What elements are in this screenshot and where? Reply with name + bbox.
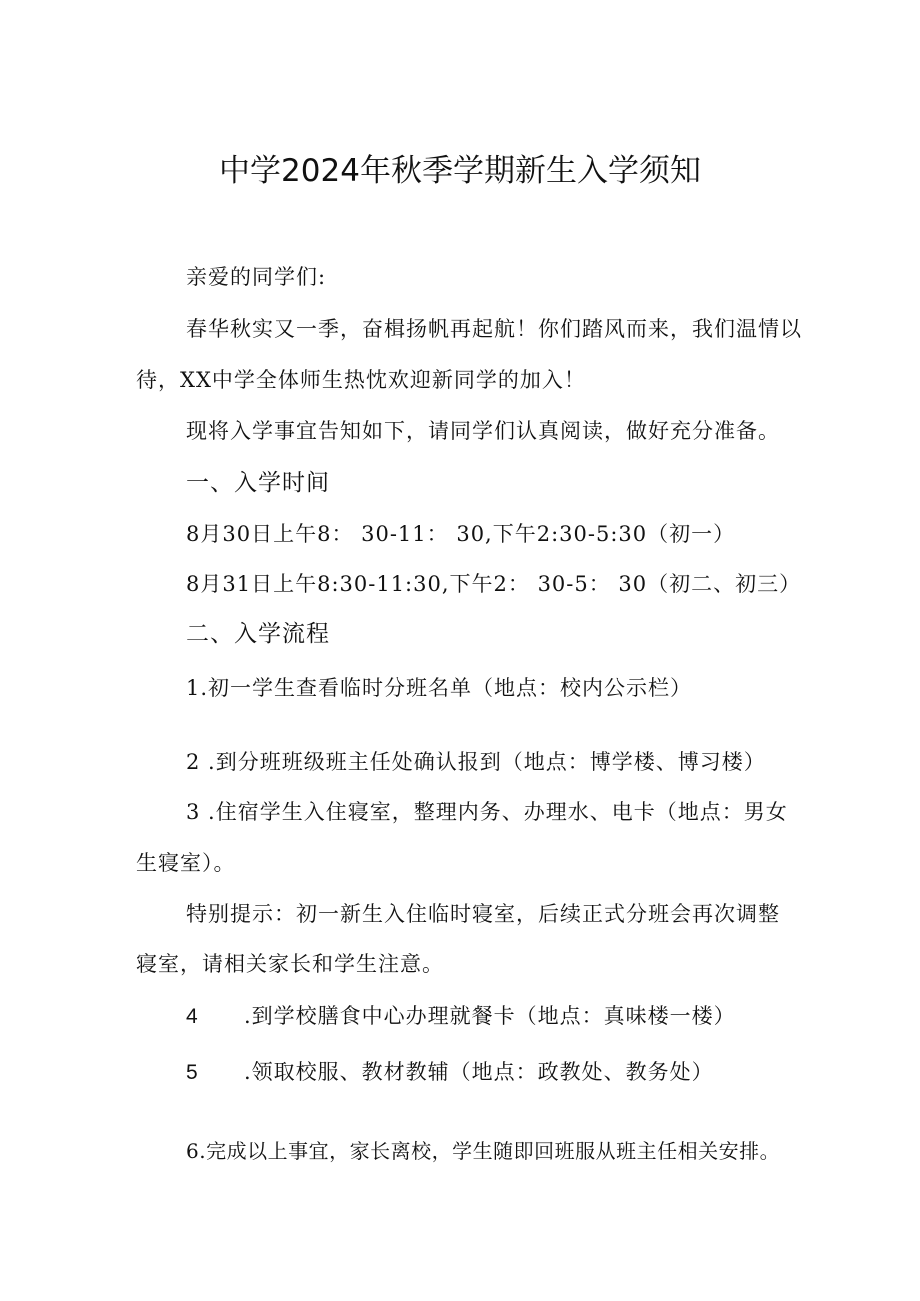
enrollment-time-item: 8月31日上午8:30-11:30,下午2： 30-5： 30（初二、初三） — [186, 572, 802, 596]
process-step-3-line-1: 3 .住宿学生入住寝室，整理内务、办理水、电卡（地点：男女 — [186, 800, 788, 824]
process-step-5-number: 5 — [186, 1061, 199, 1084]
intro-line-3: 现将入学事宜告知如下，请同学们认真阅读，做好充分准备。 — [186, 419, 780, 443]
enrollment-time-item: 8月30日上午8： 30-11： 30,下午2:30-5:30（初一） — [186, 522, 736, 546]
process-step-6: 6.完成以上事宜，家长离校，学生随即回班服从班主任相关安排。 — [186, 1139, 781, 1163]
process-step-4-number: 4 — [186, 1005, 199, 1028]
section-heading-enrollment-time: 一、入学时间 — [186, 470, 330, 496]
special-tip-line-1: 特别提示：初一新生入住临时寝室，后续正式分班会再次调整 — [186, 902, 780, 926]
process-step-5-text: .领取校服、教材教辅（地点：政教处、教务处） — [244, 1060, 714, 1084]
intro-line-1: 春华秋实又一季，奋楫扬帆再起航！你们踏风而来，我们温情以 — [186, 317, 802, 341]
process-step-4-text: .到学校膳食中心办理就餐卡（地点：真味楼一楼） — [244, 1004, 736, 1028]
greeting: 亲爱的同学们: — [186, 265, 327, 289]
intro-line-2: 待，XX中学全体师生热忱欢迎新同学的加入！ — [136, 368, 586, 392]
process-step-3-line-2: 生寝室）。 — [136, 851, 236, 875]
section-heading-enrollment-process: 二、入学流程 — [186, 621, 330, 647]
process-step-2: 2 .到分班班级班主任处确认报到（地点：博学楼、博习楼） — [186, 750, 766, 774]
process-step-1: 1.初一学生查看临时分班名单（地点：校内公示栏） — [186, 676, 693, 700]
special-tip-line-2: 寝室，请相关家长和学生注意。 — [136, 952, 444, 976]
page-title: 中学2024年秋季学期新生入学须知 — [219, 153, 701, 189]
